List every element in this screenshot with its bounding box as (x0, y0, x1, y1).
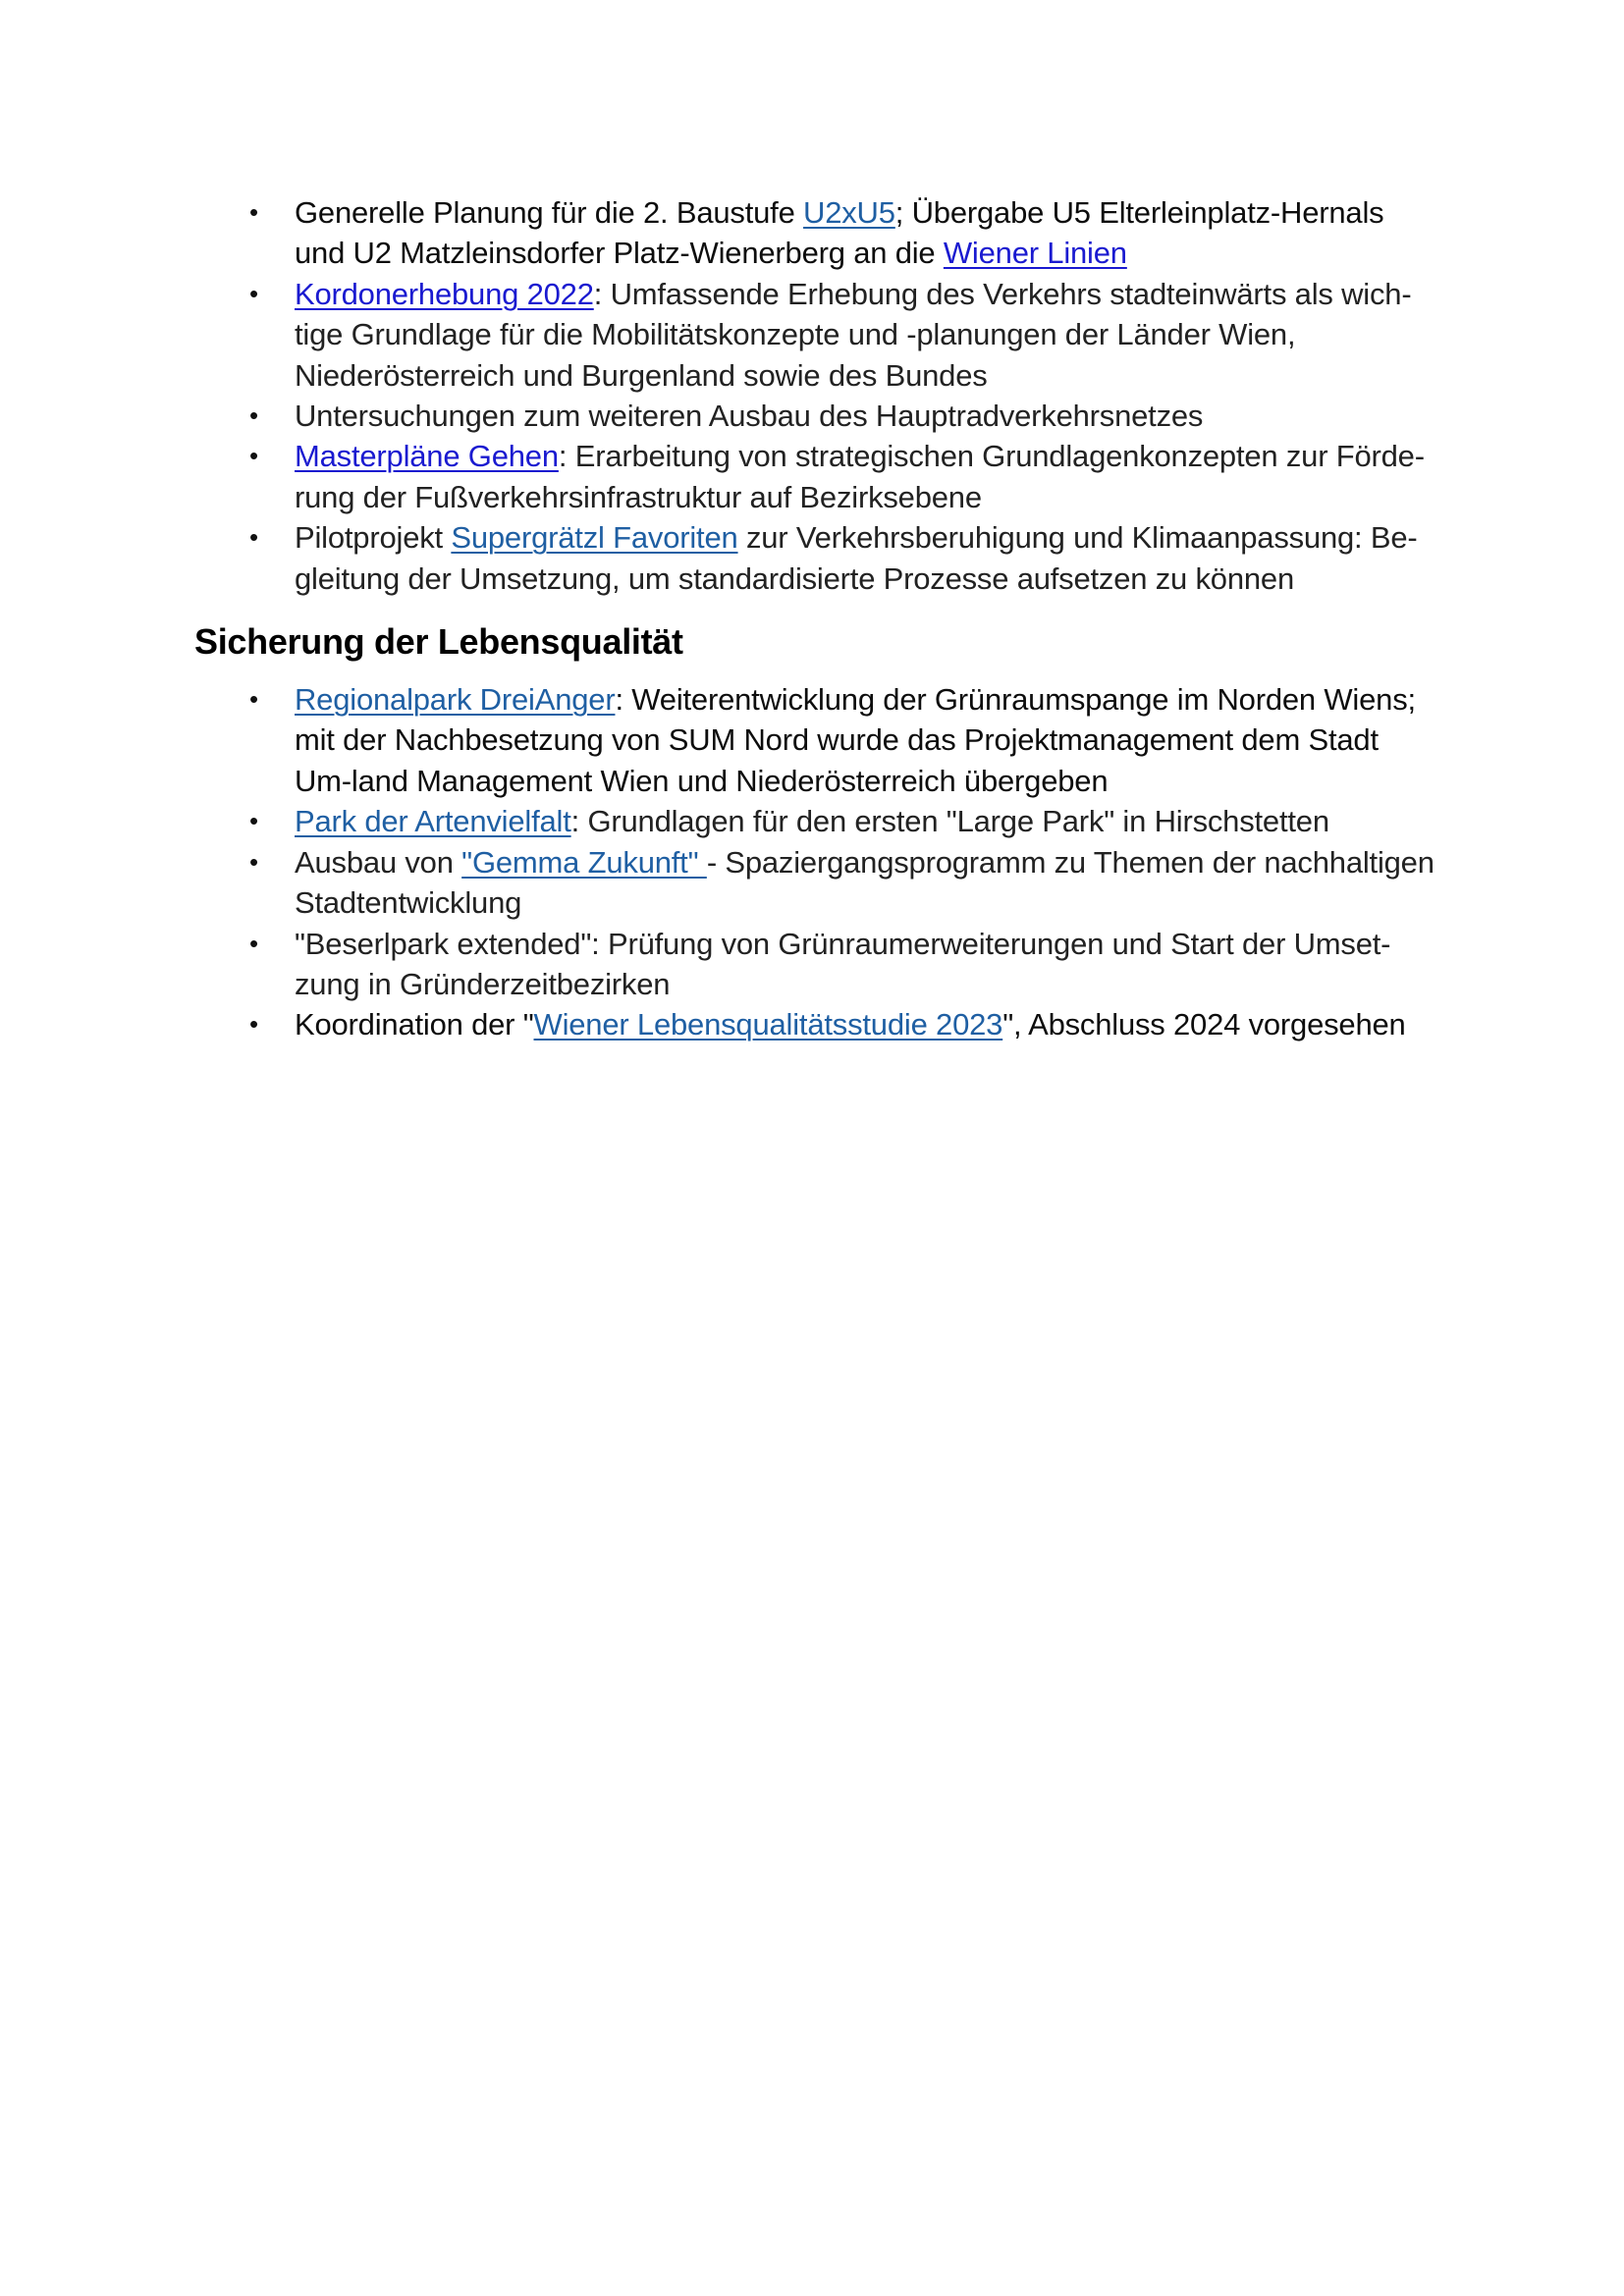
bullet-icon: • (249, 197, 258, 227)
list-item (194, 842, 1441, 924)
lebensqualitaetsstudie-link[interactable]: Wiener Lebensqualitätsstudie 2023 (533, 1007, 1003, 1042)
bullet-icon: • (249, 522, 258, 553)
list-item-text: : Erarbeitung von strategischen Grundlagenkonzepten zur Förde-rung der Fußverkehrsinfrastruktur auf Bezirksebene (295, 439, 1425, 514)
park-der-artenvielfalt-link[interactable]: Park der Artenvielfalt (295, 804, 571, 839)
regionalpark-dreianger-link[interactable]: Regionalpark DreiAnger (295, 682, 616, 718)
kordonerhebung-link[interactable]: Kordonerhebung 2022 (295, 276, 594, 311)
list-item (194, 801, 1441, 841)
bullet-icon: • (249, 928, 258, 958)
list-item-text: : Grundlagen für den ersten "Large Park" in Hirschstetten (570, 804, 1329, 839)
list-item-text: zur Verkehrsberuhigung und Klimaanpassung: Be-gleitung der Umsetzung, um standardisierte Prozesse aufsetzen zu können (295, 520, 1418, 596)
list-item-text: ; Übergabe U5 Elterleinplatz-Hernals und U2 Matzleinsdorfer Platz-Wienerberg an die (295, 195, 1384, 271)
list-item-text: : Umfassende Erhebung des Verkehrs stadteinwärts als wich-tige Grundlage für die Mobilitätskonzepte und -planungen der Länder Wien, Niederösterreich und Burgenland sowie des Bundes (295, 276, 1412, 393)
bullet-icon: • (249, 400, 258, 431)
list-item (194, 192, 1441, 274)
gemma-zukunft-link[interactable]: "Gemma Zukunft" (461, 844, 707, 880)
list-item-text: - Spaziergangsprogramm zu Themen der nachhaltigen Stadtentwicklung (295, 844, 1435, 921)
list-item (194, 396, 1441, 436)
list-item-text: Generelle Planung für die 2. Baustufe (295, 195, 804, 230)
list-item-text: Untersuchungen zum weiteren Ausbau des Hauptradverkehrsnetzes (295, 399, 1204, 434)
bullet-icon: • (249, 278, 258, 308)
list-item (194, 436, 1441, 517)
wiener-linien-link[interactable]: Wiener Linien (943, 236, 1127, 271)
page-content (194, 192, 1441, 1045)
u2xu5-link[interactable]: U2xU5 (803, 195, 895, 230)
list-item-text: Koordination der " (295, 1007, 534, 1042)
list-item-text: Ausbau von (295, 844, 462, 880)
list-item (194, 1004, 1441, 1044)
section-heading: Sicherung der Lebensqualität (194, 621, 683, 663)
bullet-icon: • (249, 806, 258, 836)
list-item (194, 274, 1441, 396)
bullet-icon: • (249, 441, 258, 471)
masterplaene-gehen-link[interactable]: Masterpläne Gehen (295, 439, 559, 474)
list-item-text: Pilotprojekt (295, 520, 452, 556)
list-item (194, 924, 1441, 1005)
list-item-text: ", Abschluss 2024 vorgesehen (1002, 1007, 1406, 1042)
bullet-icon: • (249, 846, 258, 877)
list-item-text: "Beserlpark extended": Prüfung von Grünraumerweiterungen und Start der Umset-zung in Gründerzeitbezirken (295, 926, 1391, 1001)
list-item (194, 679, 1441, 801)
bullet-icon: • (249, 1009, 258, 1040)
mobility-project-list (194, 192, 1441, 599)
bullet-icon: • (249, 684, 258, 715)
quality-of-life-list (194, 679, 1441, 1045)
list-item (194, 517, 1441, 599)
supergraetzl-favoriten-link[interactable]: Supergrätzl Favoriten (451, 520, 738, 556)
list-item-text: : Weiterentwicklung der Grünraumspange im Norden Wiens; mit der Nachbesetzung von SUM Nord wurde das Projektmanagement dem Stadt Um-land Management Wien und Niederösterreich übergeben (295, 682, 1416, 798)
